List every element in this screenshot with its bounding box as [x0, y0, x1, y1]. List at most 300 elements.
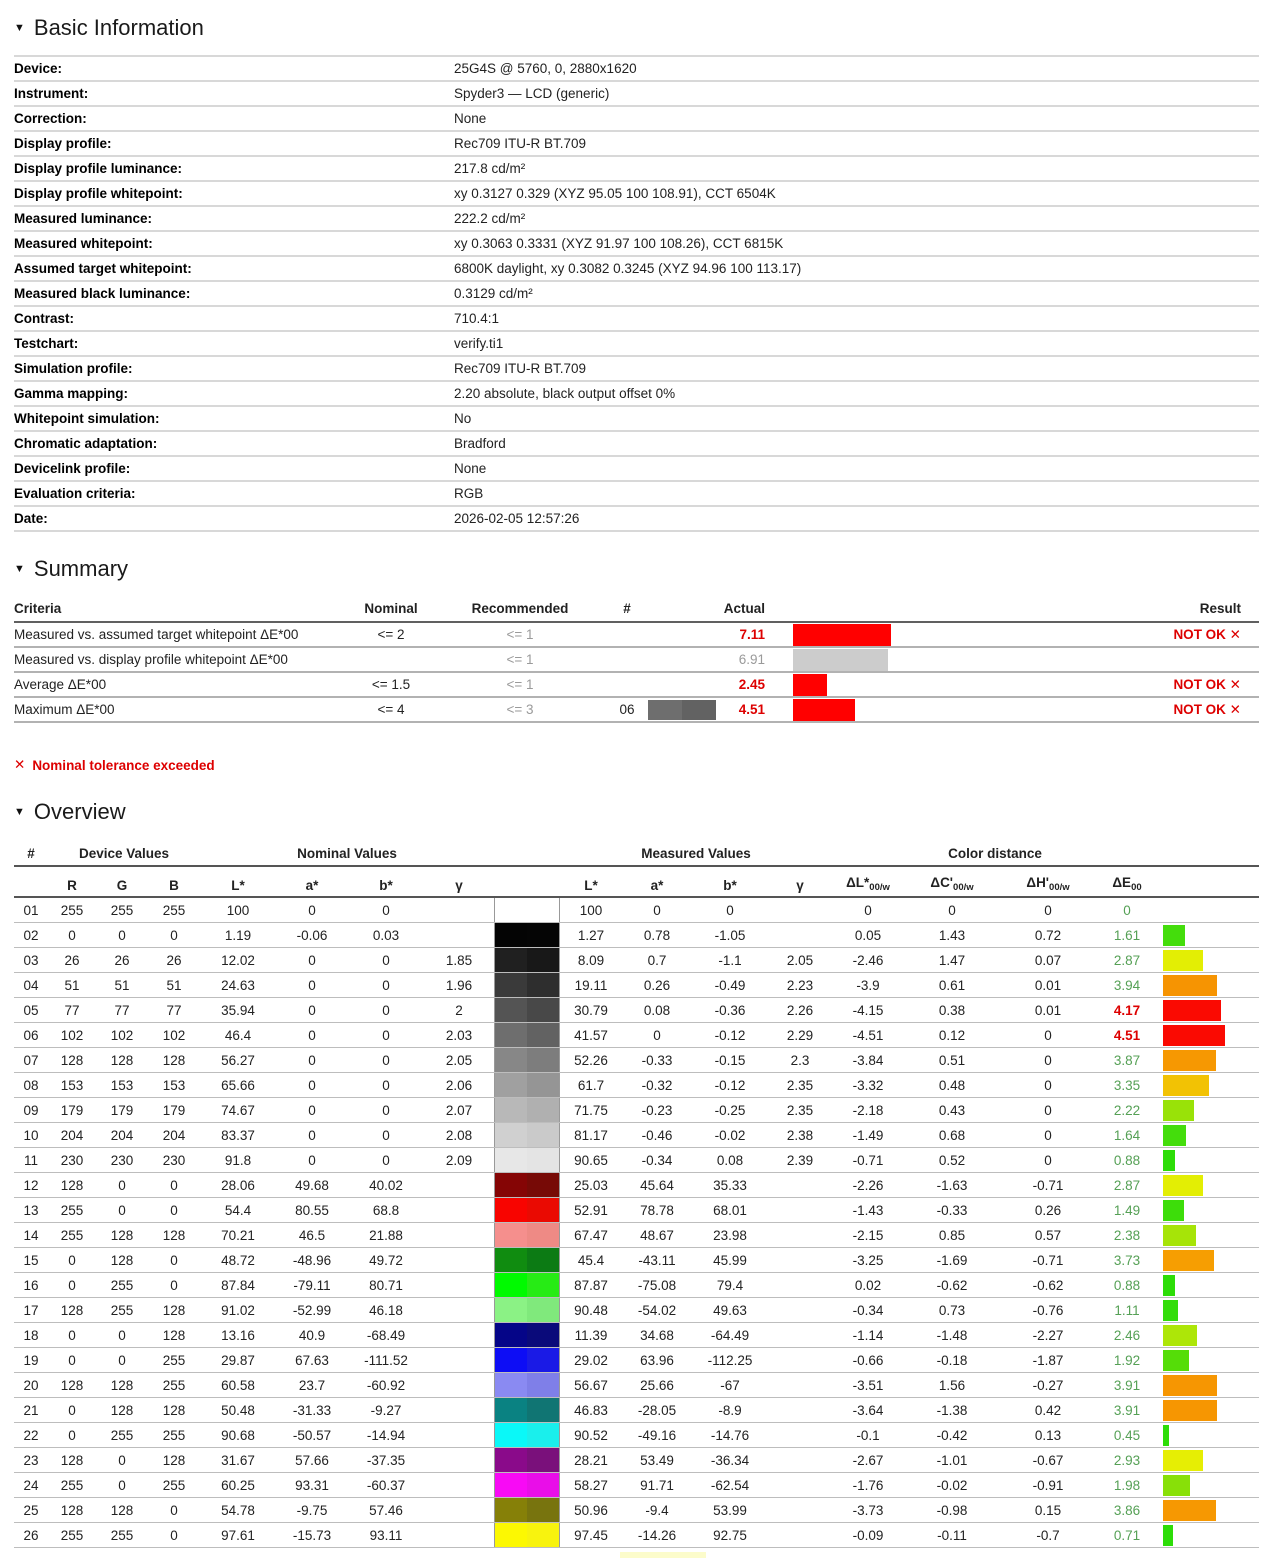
- patch-measured-half: [527, 1198, 559, 1222]
- device-b: 255: [162, 902, 186, 918]
- patch-nominal-half: [495, 1298, 527, 1322]
- info-value: xy 0.3063 0.3331 (XYZ 91.97 100 108.26), CCT 6815K: [454, 236, 784, 251]
- table-row: [14, 1073, 1259, 1098]
- delta-e-bar: [793, 699, 855, 721]
- patch-measured-half: [527, 1273, 559, 1297]
- device-g: 255: [110, 1277, 134, 1293]
- nominal-l: 13.16: [221, 1327, 255, 1343]
- device-g: 128: [110, 1377, 134, 1393]
- nominal-b: 0: [382, 1002, 390, 1018]
- nominal-b: -37.35: [366, 1452, 406, 1468]
- nominal-a: 80.55: [295, 1202, 329, 1218]
- patch-swatch: [494, 1323, 560, 1347]
- measured-b: 53.99: [713, 1502, 747, 1518]
- delta-e-value: 2.46: [1113, 1327, 1141, 1343]
- nominal-l: 70.21: [221, 1227, 255, 1243]
- device-b: 0: [170, 1527, 178, 1543]
- nominal-l: 31.67: [221, 1452, 255, 1468]
- delta-e-bar: [1163, 1175, 1203, 1196]
- nominal-a: 0: [308, 1077, 316, 1093]
- info-row: [14, 382, 1259, 407]
- nominal-l: 91.02: [221, 1302, 255, 1318]
- delta-e-bar: [1163, 1450, 1203, 1471]
- measured-b: 49.63: [713, 1302, 747, 1318]
- bar-cell: [1158, 975, 1259, 996]
- device-r: 255: [60, 902, 84, 918]
- patch-index: 17: [23, 1302, 39, 1318]
- delta-c: 0.52: [938, 1152, 966, 1168]
- patch-swatch: [494, 1098, 560, 1122]
- device-g: 230: [110, 1152, 134, 1168]
- info-label: Evaluation criteria:: [14, 486, 136, 501]
- column-header: [692, 878, 768, 893]
- nominal-l: 46.4: [224, 1027, 252, 1043]
- column-header-main: a*: [305, 878, 319, 893]
- nominal-l: 74.67: [221, 1102, 255, 1118]
- measured-b: 0: [726, 902, 734, 918]
- patch-swatch: [494, 1123, 560, 1147]
- device-b: 128: [162, 1402, 186, 1418]
- measured-a: -0.32: [641, 1077, 673, 1093]
- delta-e-value: 3.91: [1113, 1377, 1141, 1393]
- measured-b: -64.49: [710, 1327, 750, 1343]
- delta-l: -1.43: [852, 1202, 884, 1218]
- nominal-a: 46.5: [298, 1227, 326, 1243]
- info-value: RGB: [454, 486, 484, 501]
- patch-swatch: [494, 1498, 560, 1522]
- delta-e-value: 0.88: [1113, 1277, 1141, 1293]
- patch-measured-half: [527, 1298, 559, 1322]
- patch-index: 02: [23, 927, 39, 943]
- measured-l: 1.27: [577, 927, 605, 943]
- table-row: [14, 1498, 1259, 1523]
- measured-a: -0.23: [641, 1102, 673, 1118]
- patch-index: 13: [23, 1202, 39, 1218]
- bar-cell: [1158, 1500, 1259, 1521]
- measured-b: 45.99: [713, 1252, 747, 1268]
- info-label: Whitepoint simulation:: [14, 411, 160, 426]
- info-label: Correction:: [14, 111, 87, 126]
- delta-c: -0.33: [936, 1202, 968, 1218]
- section-title-summary: Summary: [33, 556, 129, 581]
- nominal-l: 60.25: [221, 1477, 255, 1493]
- collapse-triangle-icon[interactable]: ▼: [14, 562, 25, 575]
- column-header-main: γ: [455, 878, 463, 893]
- column-header: [200, 878, 276, 893]
- bar-cell: [1158, 1450, 1259, 1471]
- table-row: [14, 998, 1259, 1023]
- nominal-b: 0: [382, 1077, 390, 1093]
- measured-b: -62.54: [710, 1477, 750, 1493]
- nominal-gamma: 2.07: [445, 1102, 473, 1118]
- device-b: 128: [162, 1327, 186, 1343]
- delta-l: -2.67: [852, 1452, 884, 1468]
- device-g: 0: [118, 927, 126, 943]
- measured-a: -0.33: [641, 1052, 673, 1068]
- measured-b: -0.15: [714, 1052, 746, 1068]
- device-g: 102: [110, 1027, 134, 1043]
- delta-l: -0.71: [852, 1152, 884, 1168]
- device-g: 128: [110, 1502, 134, 1518]
- patch-swatch: [494, 1348, 560, 1372]
- delta-c: -1.48: [936, 1327, 968, 1343]
- measured-l: 25.03: [574, 1177, 608, 1193]
- device-g: 255: [110, 902, 134, 918]
- nominal-b: 80.71: [369, 1277, 403, 1293]
- info-value: Bradford: [454, 436, 506, 451]
- delta-h: 0.07: [1034, 952, 1062, 968]
- section-title-overview: Overview: [33, 799, 126, 824]
- delta-e-value: 2.87: [1113, 952, 1141, 968]
- delta-e-value: 3.87: [1113, 1052, 1141, 1068]
- measured-gamma: 2.29: [786, 1027, 814, 1043]
- device-g: 255: [110, 1427, 134, 1443]
- device-b: 102: [162, 1027, 186, 1043]
- delta-l: -3.84: [852, 1052, 884, 1068]
- delta-e-value: 0.88: [1113, 1152, 1141, 1168]
- measured-b: 68.01: [713, 1202, 747, 1218]
- info-row: [14, 457, 1259, 482]
- delta-l: -2.46: [852, 952, 884, 968]
- collapse-triangle-icon[interactable]: ▼: [14, 805, 25, 818]
- patch-measured-half: [527, 1048, 559, 1072]
- patch-measured-half: [527, 1123, 559, 1147]
- device-b: 128: [162, 1052, 186, 1068]
- delta-c: -0.42: [936, 1427, 968, 1443]
- measured-gamma: 2.26: [786, 1002, 814, 1018]
- patch-nominal-half: [495, 1398, 527, 1422]
- info-label: Instrument:: [14, 86, 89, 101]
- device-g: 26: [114, 952, 130, 968]
- patch-measured-half: [682, 700, 716, 720]
- nominal-l: 90.68: [221, 1427, 255, 1443]
- measured-a: -9.4: [645, 1502, 669, 1518]
- column-header: [348, 878, 424, 893]
- bar-cell: [1158, 1075, 1259, 1096]
- patch-index: 26: [23, 1527, 39, 1543]
- device-g: 0: [118, 1327, 126, 1343]
- column-header: [904, 875, 1000, 893]
- info-row: [14, 57, 1259, 82]
- bar-cell: [1158, 1375, 1259, 1396]
- patch-swatch: [494, 1148, 560, 1172]
- delta-e-value: 2.87: [1113, 1177, 1141, 1193]
- measured-l: 19.11: [574, 977, 608, 993]
- criteria-label: Measured vs. display profile whitepoint ΔE*00: [14, 652, 288, 667]
- nominal-value: <= 1.5: [371, 677, 411, 692]
- nominal-gamma: 1.85: [445, 952, 473, 968]
- delta-l: 0.05: [854, 927, 882, 943]
- measured-a: 78.78: [640, 1202, 674, 1218]
- measured-gamma: 2.3: [790, 1052, 810, 1068]
- delta-e-bar: [1163, 1250, 1214, 1271]
- bar-cell: [793, 674, 903, 696]
- table-row: [14, 923, 1259, 948]
- nominal-b: 0: [382, 977, 390, 993]
- delta-l: -2.26: [852, 1177, 884, 1193]
- patch-nominal-half: [495, 1123, 527, 1147]
- delta-h: 0: [1044, 1102, 1052, 1118]
- patch-nominal-half: [495, 1098, 527, 1122]
- info-label: Devicelink profile:: [14, 461, 131, 476]
- bar-cell: [1158, 1025, 1259, 1046]
- delta-e-value: 0.71: [1113, 1527, 1141, 1543]
- delta-h: 0.01: [1034, 977, 1062, 993]
- bar-cell: [1158, 1325, 1259, 1346]
- patch-nominal-half: [495, 1423, 527, 1447]
- patch-measured-half: [527, 923, 559, 947]
- patch-measured-half: [527, 1498, 559, 1522]
- table-row: [14, 1248, 1259, 1273]
- col-number: [610, 601, 718, 616]
- fail-x-icon: ✕: [14, 757, 26, 772]
- patch-nominal-half: [495, 1148, 527, 1172]
- device-b: 0: [170, 927, 178, 943]
- measured-a: 0.7: [647, 952, 667, 968]
- column-header-main: L*: [231, 878, 245, 893]
- measured-l: 52.91: [574, 1202, 608, 1218]
- info-value: 710.4:1: [454, 311, 500, 326]
- section-header-basic-information[interactable]: [0, 0, 1273, 53]
- measured-l: 41.57: [574, 1027, 608, 1043]
- delta-c: -0.98: [936, 1502, 968, 1518]
- delta-c: -0.18: [936, 1352, 968, 1368]
- group-header-measured-values: Measured Values: [641, 845, 751, 861]
- delta-c: 1.43: [938, 927, 966, 943]
- patch-nominal-half: [495, 1498, 527, 1522]
- table-row: [14, 1473, 1259, 1498]
- delta-l: -4.51: [852, 1027, 884, 1043]
- patch-nominal-half: [495, 1373, 527, 1397]
- patch-index: 07: [23, 1052, 39, 1068]
- column-header-main: ΔE: [1112, 875, 1132, 890]
- device-b: 0: [170, 1252, 178, 1268]
- measured-l: 52.26: [574, 1052, 608, 1068]
- device-g: 0: [118, 1477, 126, 1493]
- nominal-a: 0: [308, 1152, 316, 1168]
- delta-e-bar: [1163, 1100, 1194, 1121]
- measured-gamma: 2.23: [786, 977, 814, 993]
- delta-h: -0.71: [1032, 1177, 1064, 1193]
- nominal-gamma: 2.08: [445, 1127, 473, 1143]
- nominal-l: 60.58: [221, 1377, 255, 1393]
- column-header: [1000, 875, 1096, 893]
- patch-measured-half: [527, 1248, 559, 1272]
- table-row: [14, 1123, 1259, 1148]
- info-label: Display profile:: [14, 136, 112, 151]
- collapse-triangle-icon[interactable]: ▼: [14, 21, 25, 34]
- measured-b: 23.98: [713, 1227, 747, 1243]
- delta-h: 0: [1044, 1027, 1052, 1043]
- measured-b: -0.36: [714, 1002, 746, 1018]
- section-title-basic-information: Basic Information: [33, 15, 204, 40]
- delta-e-bar: [1163, 975, 1217, 996]
- bar-cell: [1158, 1200, 1259, 1221]
- delta-c: -0.02: [936, 1477, 968, 1493]
- group-header-color-distance: Color distance: [948, 845, 1042, 861]
- nominal-a: 0: [308, 1102, 316, 1118]
- nominal-b: 0: [382, 952, 390, 968]
- nominal-b: 0: [382, 1102, 390, 1118]
- column-header: [276, 878, 348, 893]
- bar-cell: [1158, 925, 1259, 946]
- nominal-a: 0: [308, 1052, 316, 1068]
- device-r: 204: [60, 1127, 84, 1143]
- measured-l: 8.09: [577, 952, 605, 968]
- nominal-a: 0: [308, 1027, 316, 1043]
- delta-e-value: 1.49: [1113, 1202, 1141, 1218]
- device-g: 255: [110, 1302, 134, 1318]
- measured-a: 0.78: [643, 927, 671, 943]
- nominal-b: 93.11: [369, 1527, 403, 1543]
- nominal-a: 0: [308, 902, 316, 918]
- column-header-subscript: 00/w: [869, 882, 890, 893]
- info-value: None: [454, 461, 487, 476]
- patch-index: 23: [23, 1452, 39, 1468]
- nominal-a: -0.06: [296, 927, 328, 943]
- delta-e-bar: [1163, 925, 1185, 946]
- device-b: 77: [166, 1002, 182, 1018]
- delta-h: 0.26: [1034, 1202, 1062, 1218]
- device-b: 26: [166, 952, 182, 968]
- nominal-value: <= 2: [377, 627, 405, 642]
- device-r: 77: [64, 1002, 80, 1018]
- criteria-label: Measured vs. assumed target whitepoint ΔE*00: [14, 627, 299, 642]
- table-row: [14, 948, 1259, 973]
- column-header-main: B: [169, 878, 179, 893]
- device-r: 255: [60, 1527, 84, 1543]
- nominal-l: 1.19: [224, 927, 252, 943]
- device-r: 255: [60, 1202, 84, 1218]
- nominal-a: -79.11: [293, 1277, 331, 1293]
- result-value: NOT OK ✕: [1173, 676, 1241, 692]
- device-r: 128: [60, 1177, 84, 1193]
- table-row: [14, 1273, 1259, 1298]
- nominal-b: 21.88: [369, 1227, 403, 1243]
- measured-l: 58.27: [574, 1477, 608, 1493]
- measured-b: 35.33: [713, 1177, 747, 1193]
- measured-a: -28.05: [637, 1402, 677, 1418]
- overview-column-header-row: [14, 867, 1259, 898]
- device-r: 128: [60, 1452, 84, 1468]
- patch-measured-half: [527, 898, 559, 922]
- delta-e-bar: [1163, 1050, 1216, 1071]
- section-header-overview[interactable]: [0, 773, 1273, 837]
- info-row: [14, 182, 1259, 207]
- patch-swatch: [494, 1523, 560, 1547]
- info-value: 0.3129 cd/m²: [454, 286, 533, 301]
- delta-e-value: 3.35: [1113, 1077, 1141, 1093]
- bar-cell: [1158, 950, 1259, 971]
- measured-a: 0: [653, 902, 661, 918]
- device-r: 179: [60, 1102, 84, 1118]
- info-row: [14, 232, 1259, 257]
- delta-l: -3.64: [852, 1402, 884, 1418]
- info-row: [14, 332, 1259, 357]
- info-row: [14, 257, 1259, 282]
- nominal-l: 97.61: [221, 1527, 255, 1543]
- measured-a: 25.66: [640, 1377, 674, 1393]
- nominal-b: -60.92: [366, 1377, 406, 1393]
- patch-nominal-half: [495, 898, 527, 922]
- nominal-b: 46.18: [369, 1302, 403, 1318]
- delta-e-value: 1.11: [1114, 1302, 1140, 1318]
- info-label: Contrast:: [14, 311, 74, 326]
- section-header-summary[interactable]: [0, 532, 1273, 594]
- device-b: 230: [162, 1152, 186, 1168]
- patch-measured-half: [527, 1023, 559, 1047]
- summary-row: [14, 648, 1259, 673]
- patch-index: 24: [23, 1477, 39, 1493]
- measured-a: 45.64: [640, 1177, 674, 1193]
- nominal-l: 100: [226, 902, 250, 918]
- table-row: [14, 1098, 1259, 1123]
- col-criteria: Criteria: [14, 601, 62, 616]
- measured-b: 79.4: [716, 1277, 744, 1293]
- nominal-l: 24.63: [221, 977, 255, 993]
- measured-l: 97.45: [574, 1527, 608, 1543]
- patch-swatch: [494, 1073, 560, 1097]
- delta-l: -3.9: [856, 977, 880, 993]
- delta-c: 0.51: [938, 1052, 966, 1068]
- delta-h: -0.91: [1032, 1477, 1064, 1493]
- patch-swatch: [494, 1448, 560, 1472]
- column-header: [96, 878, 148, 893]
- table-row: [14, 1423, 1259, 1448]
- nominal-b: 68.8: [372, 1202, 400, 1218]
- delta-e-bar: [1163, 1525, 1173, 1546]
- delta-e-bar: [793, 624, 891, 646]
- recommended-value: <= 1: [506, 652, 534, 667]
- info-row: [14, 482, 1259, 507]
- measured-a: 48.67: [640, 1227, 674, 1243]
- patch-swatch: [494, 1048, 560, 1072]
- actual-value: 4.51: [738, 702, 765, 717]
- bar-cell: [1158, 1150, 1259, 1171]
- patch-measured-half: [527, 1173, 559, 1197]
- partial-next-row: [0, 1548, 1273, 1558]
- column-header: [622, 878, 692, 893]
- nominal-b: 40.02: [369, 1177, 403, 1193]
- patch-index: 14: [23, 1227, 39, 1243]
- info-label: Assumed target whitepoint:: [14, 261, 192, 276]
- delta-l: -3.51: [852, 1377, 884, 1393]
- device-g: 179: [110, 1102, 134, 1118]
- delta-c: -0.62: [936, 1277, 968, 1293]
- device-g: 128: [110, 1227, 134, 1243]
- measured-b: -36.34: [710, 1452, 750, 1468]
- measured-l: 28.21: [574, 1452, 608, 1468]
- device-b: 255: [162, 1377, 186, 1393]
- delta-c: 0.61: [938, 977, 966, 993]
- measured-l: 11.39: [574, 1327, 608, 1343]
- bar-cell: [1158, 1425, 1259, 1446]
- device-r: 128: [60, 1377, 84, 1393]
- measured-b: -112.25: [707, 1352, 753, 1368]
- info-row: [14, 282, 1259, 307]
- table-row: [14, 1398, 1259, 1423]
- measured-a: 63.96: [640, 1352, 674, 1368]
- bar-cell: [1158, 1525, 1259, 1546]
- delta-l: -3.73: [852, 1502, 884, 1518]
- nominal-a: -52.99: [292, 1302, 332, 1318]
- column-header: [768, 878, 832, 893]
- table-row: [14, 1173, 1259, 1198]
- device-r: 51: [64, 977, 80, 993]
- delta-e-value: 2.93: [1113, 1452, 1141, 1468]
- patch-measured-half: [527, 1073, 559, 1097]
- table-row: [14, 1223, 1259, 1248]
